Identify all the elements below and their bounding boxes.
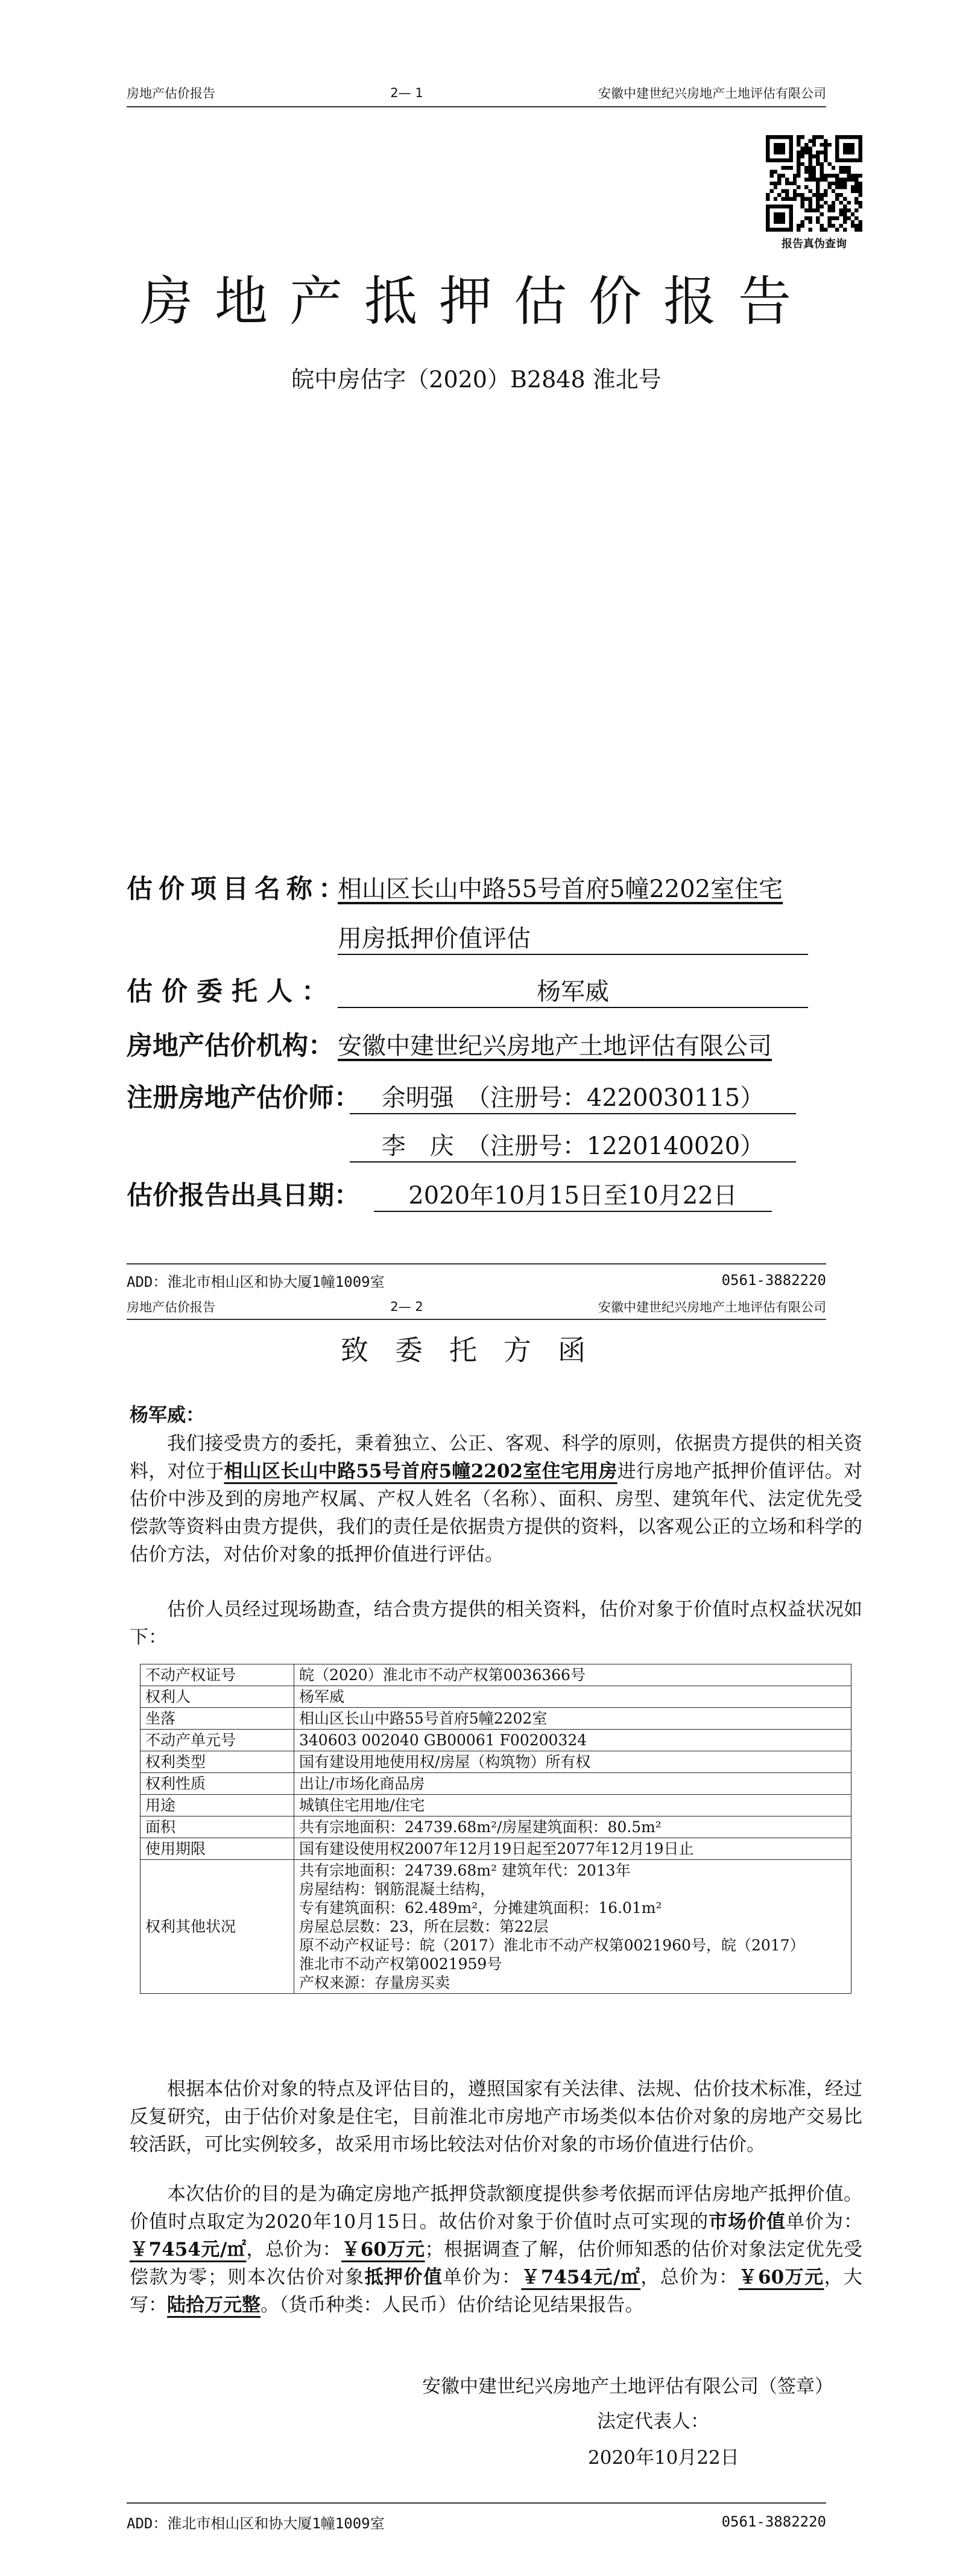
table-key: 不动产权证号 bbox=[141, 1664, 294, 1686]
header-left: 房地产估价报告 bbox=[127, 86, 215, 101]
client-value: 杨军威 bbox=[338, 972, 808, 1008]
table-key: 权利性质 bbox=[141, 1773, 294, 1795]
unit-price: ￥7454元/㎡ bbox=[130, 2239, 247, 2260]
qr-code[interactable] bbox=[766, 135, 862, 232]
unit-price-2: ￥7454元/㎡ bbox=[521, 2267, 641, 2288]
header-divider bbox=[127, 106, 826, 107]
paragraph-2: 估价人员经过现场勘查，结合贵方提供的相关资料，估价对象于价值时点权益状况如下： bbox=[130, 1599, 862, 1648]
header-left: 房地产估价报告 bbox=[127, 1300, 215, 1315]
table-row bbox=[141, 1838, 851, 1860]
header-divider bbox=[127, 1319, 826, 1320]
table-row bbox=[141, 1795, 851, 1816]
table-value: 国有建设用地使用权/房屋（构筑物）所有权 bbox=[294, 1751, 851, 1773]
date-label: 估价报告出具日期： bbox=[127, 1181, 360, 1211]
para1-text-a: 我们接受贵方的委托，秉着独立、公正、客观、科学的原则，依据贵方提供的相关资料，对位于 bbox=[130, 1433, 862, 1482]
table-value: 相山区长山中路55号首府5幢2202室 bbox=[294, 1708, 851, 1730]
footer-phone: 0561-3882220 bbox=[721, 1272, 826, 1289]
para4-text-g: ，大写： bbox=[130, 2267, 863, 2316]
table-key: 权利类型 bbox=[141, 1751, 294, 1773]
header-page-number: 2— 1 bbox=[390, 86, 423, 100]
header-page-number: 2— 2 bbox=[390, 1299, 423, 1314]
other-rights-line: 原不动产权证号：皖（2017）淮北市不动产权第0021960号，皖（2017） bbox=[299, 1937, 805, 1954]
mortgage-value-label: 抵押价值 bbox=[364, 2267, 443, 2288]
table-row bbox=[141, 1773, 851, 1795]
report-number: 皖中房估字（2020）B2848 淮北号 bbox=[291, 366, 662, 393]
table-key: 坐落 bbox=[141, 1708, 294, 1730]
rights-table bbox=[140, 1664, 851, 1994]
project-value-line2: 用房抵押价值评估 bbox=[338, 919, 808, 955]
signature-company: 安徽中建世纪兴房地产土地评估有限公司（签章） bbox=[422, 2376, 833, 2397]
appraiser-2: 李 庆 （注册号：1220140020） bbox=[350, 1127, 796, 1163]
property-address: 相山区长山中路55号首府5幢2202室住宅用房 bbox=[224, 1461, 617, 1482]
footer-divider bbox=[127, 1263, 826, 1264]
date-value: 2020年10月15日至10月22日 bbox=[374, 1176, 772, 1212]
para4-text-c: ，总价为： bbox=[246, 2239, 342, 2260]
paragraph-1 bbox=[130, 1430, 862, 1569]
footer-divider bbox=[127, 2502, 826, 2504]
para4-text-d: ；根据调查了解，估价师知悉的估价对象法定优先受偿款为零；则本次估价对象 bbox=[130, 2239, 862, 2288]
para4-text-e: 单价为： bbox=[443, 2267, 522, 2288]
para4-text-b: 单价为： bbox=[786, 2211, 863, 2233]
table-value: 杨军威 bbox=[294, 1686, 851, 1708]
other-rights-line: 房屋结构：钢筋混凝土结构， bbox=[299, 1880, 496, 1898]
paragraph-3: 根据本估价对象的特点及评估目的，遵照国家有关法律、法规、估价技术标准，经过反复研究，由于估价对象是住宅，目前淮北市房地产市场类似本估价对象的房地产交易比较活跃，可比实例较多，故采用市场比较法对估价对象的市场价值进行估价。 bbox=[130, 2078, 862, 2156]
table-row bbox=[141, 1664, 851, 1686]
client-label: 估价委托人： bbox=[127, 977, 336, 1007]
table-key: 面积 bbox=[141, 1816, 294, 1838]
signature-rep: 法定代表人： bbox=[597, 2411, 709, 2432]
appraiser-label: 注册房地产估价师： bbox=[127, 1083, 360, 1113]
table-row bbox=[141, 1816, 851, 1838]
table-row bbox=[141, 1860, 851, 1994]
para4-text-f: ，总价为： bbox=[640, 2267, 739, 2288]
table-value: 340603 002040 GB00061 F00200324 bbox=[294, 1730, 851, 1751]
header-company: 安徽中建世纪兴房地产土地评估有限公司 bbox=[598, 86, 826, 101]
signature-date: 2020年10月22日 bbox=[588, 2447, 739, 2469]
other-rights-line: 产权来源：存量房买卖 bbox=[299, 1974, 450, 1991]
table-row bbox=[141, 1686, 851, 1708]
table-row bbox=[141, 1708, 851, 1730]
report-title: 房地产抵押估价报告 bbox=[139, 270, 813, 332]
table-row bbox=[141, 1751, 851, 1773]
agency-value: 安徽中建世纪兴房地产土地评估有限公司 bbox=[338, 1032, 772, 1060]
footer-phone: 0561-3882220 bbox=[721, 2513, 826, 2530]
table-value: 国有建设使用权2007年12月19日起至2077年12月19日止 bbox=[294, 1838, 851, 1860]
table-key: 用途 bbox=[141, 1795, 294, 1816]
table-key: 权利其他状况 bbox=[141, 1860, 294, 1994]
page-header bbox=[127, 1295, 826, 1319]
market-value-label: 市场价值 bbox=[709, 2211, 786, 2233]
other-rights-line: 共有宗地面积：24739.68m² 建筑年代：2013年 bbox=[299, 1862, 631, 1879]
table-value: 城镇住宅用地/住宅 bbox=[294, 1795, 851, 1816]
para1-text-b: 进行房地产抵押价值评估。对估价中涉及到的房地产权属、产权人姓名（名称）、面积、房型、建筑年代、法定优先受偿款等资料由贵方提供，我们的责任是依据贵方提供的资料，以客观公正的立场和科学的估价方法，对估价对象的抵押价值进行评估。 bbox=[130, 1461, 862, 1566]
letter-title: 致委托方函 bbox=[341, 1334, 612, 1366]
agency-label: 房地产估价机构： bbox=[127, 1031, 334, 1061]
table-value: 共有宗地面积：24739.68m²/房屋建筑面积：80.5m² bbox=[294, 1816, 851, 1838]
page-footer bbox=[127, 1268, 826, 1292]
total-in-words: 陆拾万元整 bbox=[167, 2294, 261, 2316]
project-value-line1: 相山区长山中路55号首府5幢2202室住宅 bbox=[338, 875, 783, 903]
page-footer bbox=[127, 2510, 826, 2534]
table-key: 权利人 bbox=[141, 1686, 294, 1708]
footer-address: ADD：淮北市相山区和协大厦1幢1009室 bbox=[127, 2514, 385, 2532]
para4-text-h: 。（货币种类：人民币）估价结论见结果报告。 bbox=[261, 2294, 644, 2316]
paragraph-4 bbox=[130, 2180, 862, 2319]
para4-text-a: 本次估价的目的是为确定房地产抵押贷款额度提供参考依据而评估房地产抵押价值。价值时点取定为2020年10月15日。故估价对象于价值时点可实现的 bbox=[130, 2183, 862, 2233]
total-price-2: ￥60万元 bbox=[738, 2267, 824, 2288]
table-value: 出让/市场化商品房 bbox=[294, 1773, 851, 1795]
table-value: 皖（2020）淮北市不动产权第0036366号 bbox=[294, 1664, 851, 1686]
table-key: 使用期限 bbox=[141, 1838, 294, 1860]
table-key: 不动产单元号 bbox=[141, 1730, 294, 1751]
page-header bbox=[127, 81, 826, 105]
other-rights-cell bbox=[294, 1860, 851, 1994]
header-company: 安徽中建世纪兴房地产土地评估有限公司 bbox=[598, 1300, 826, 1315]
other-rights-line: 淮北市不动产权第0021959号 bbox=[299, 1955, 502, 1973]
qr-caption: 报告真伪查询 bbox=[782, 238, 847, 250]
footer-address: ADD：淮北市相山区和协大厦1幢1009室 bbox=[127, 1273, 385, 1290]
project-label: 估价项目名称： bbox=[127, 874, 350, 904]
other-rights-line: 专有建筑面积：62.489m²，分摊建筑面积：16.01m² bbox=[299, 1899, 662, 1917]
appraiser-1: 余明强 （注册号：4220030115） bbox=[350, 1079, 796, 1114]
total-price: ￥60万元 bbox=[341, 2239, 425, 2260]
salutation: 杨军威： bbox=[130, 1404, 204, 1426]
other-rights-line: 房屋总层数：23，所在层数：第22层 bbox=[299, 1918, 549, 1935]
table-row bbox=[141, 1730, 851, 1751]
